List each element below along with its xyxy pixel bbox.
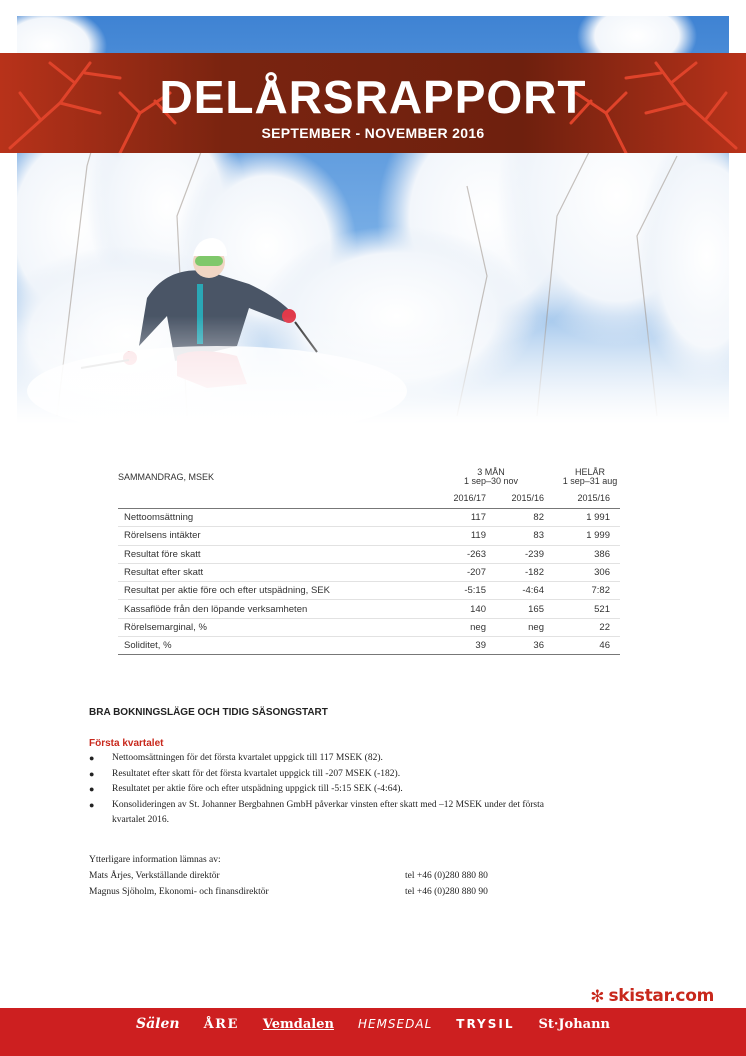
row-value: -207 bbox=[432, 563, 492, 581]
bullet-icon: ● bbox=[89, 753, 95, 763]
table-row bbox=[118, 563, 620, 581]
row-value: 7:82 bbox=[550, 582, 620, 600]
bullet-text: Resultatet efter skatt för det första kvartalet uppgick till -207 MSEK (-182). bbox=[112, 768, 401, 779]
row-value: 36 bbox=[492, 637, 550, 655]
contact-name: Magnus Sjöholm, Ekonomi- och finansdirektör bbox=[89, 887, 269, 897]
row-value: -182 bbox=[492, 563, 550, 581]
table-row bbox=[118, 600, 620, 618]
row-label: Rörelsens intäkter bbox=[118, 527, 432, 545]
bullet-icon: ● bbox=[89, 768, 95, 779]
destination-brands bbox=[0, 1016, 746, 1032]
row-value: -5:15 bbox=[432, 582, 492, 600]
row-value: 82 bbox=[492, 509, 550, 527]
list-item bbox=[89, 798, 559, 829]
row-value: -239 bbox=[492, 545, 550, 563]
contact-phone: tel +46 (0)280 880 80 bbox=[405, 871, 488, 881]
row-value: 119 bbox=[432, 527, 492, 545]
row-label: Nettoomsättning bbox=[118, 509, 432, 527]
highlights-list bbox=[89, 751, 559, 829]
brand-vemdalen: Vemdalen bbox=[262, 1016, 334, 1032]
table-title: SAMMANDRAG, MSEK bbox=[118, 472, 215, 482]
row-label: Rörelsemarginal, % bbox=[118, 618, 432, 636]
row-value: 22 bbox=[550, 618, 620, 636]
year-column-header: 2016/17 bbox=[432, 488, 492, 509]
year-column-header: 2015/16 bbox=[550, 488, 620, 509]
table-row bbox=[118, 618, 620, 636]
row-value: 165 bbox=[492, 600, 550, 618]
contact-row bbox=[89, 871, 488, 881]
row-label: Resultat efter skatt bbox=[118, 563, 432, 581]
quarter-subheading: Första kvartalet bbox=[89, 738, 164, 749]
quarter-header: 3 MÅN 1 sep–30 nov bbox=[463, 467, 519, 486]
row-value: 39 bbox=[432, 637, 492, 655]
brand-trysil: TRYSIL bbox=[456, 1017, 515, 1031]
row-value: 83 bbox=[492, 527, 550, 545]
list-item bbox=[89, 782, 559, 798]
bullet-text: Konsolideringen av St. Johanner Bergbahnen GmbH påverkar vinsten efter skatt med –12 MSEK under det första kvartalet 2016. bbox=[112, 799, 544, 825]
list-item bbox=[89, 751, 559, 767]
table-row bbox=[118, 582, 620, 600]
brand-hemsedal: HEMSEDAL bbox=[357, 1017, 433, 1031]
row-label: Kassaflöde från den löpande verksamheten bbox=[118, 600, 432, 618]
report-title: DELÅRSRAPPORT bbox=[159, 71, 587, 123]
section-heading: BRA BOKNINGSLÄGE OCH TIDIG SÄSONGSTART bbox=[89, 707, 328, 718]
brand-st-johann: St·Johann bbox=[538, 1016, 611, 1032]
bullet-text: Nettoomsättningen för det första kvartalet uppgick till 117 MSEK (82). bbox=[112, 753, 383, 763]
row-value: 306 bbox=[550, 563, 620, 581]
table-row bbox=[118, 509, 620, 527]
contact-intro: Ytterligare information lämnas av: bbox=[89, 855, 221, 865]
row-value: 117 bbox=[432, 509, 492, 527]
row-value: neg bbox=[432, 618, 492, 636]
row-value: 521 bbox=[550, 600, 620, 618]
table-row bbox=[118, 545, 620, 563]
row-value: 140 bbox=[432, 600, 492, 618]
summary-rows bbox=[118, 509, 620, 655]
row-value: neg bbox=[492, 618, 550, 636]
row-value: 1 991 bbox=[550, 509, 620, 527]
list-item bbox=[89, 767, 559, 783]
row-value: -4:64 bbox=[492, 582, 550, 600]
brand-salen: Sälen bbox=[135, 1016, 180, 1032]
row-value: 46 bbox=[550, 637, 620, 655]
report-period: SEPTEMBER - NOVEMBER 2016 bbox=[261, 125, 485, 141]
contact-name: Mats Årjes, Verkställande direktör bbox=[89, 871, 220, 881]
fullyear-header: HELÅR 1 sep–31 aug bbox=[562, 467, 618, 486]
logo-text: skistar.com bbox=[608, 986, 714, 1006]
summary-table bbox=[118, 466, 620, 655]
row-value: -263 bbox=[432, 545, 492, 563]
row-value: 386 bbox=[550, 545, 620, 563]
bullet-icon: ● bbox=[89, 799, 95, 810]
bullet-text: Resultatet per aktie före och efter utspädning uppgick till -5:15 SEK (-4:64). bbox=[112, 784, 403, 794]
row-label: Resultat per aktie före och efter utspädning, SEK bbox=[118, 582, 432, 600]
contact-row bbox=[89, 887, 488, 897]
row-label: Soliditet, % bbox=[118, 637, 432, 655]
bullet-icon: ● bbox=[89, 784, 95, 794]
snowflake-icon: ✻ bbox=[590, 986, 605, 1006]
row-value: 1 999 bbox=[550, 527, 620, 545]
row-label: Resultat före skatt bbox=[118, 545, 432, 563]
table-row bbox=[118, 637, 620, 655]
contact-phone: tel +46 (0)280 880 90 bbox=[405, 887, 488, 897]
year-column-header: 2015/16 bbox=[492, 488, 550, 509]
brand-are: ÅRE bbox=[203, 1016, 239, 1032]
table-row bbox=[118, 527, 620, 545]
skistar-logo bbox=[590, 986, 714, 1006]
